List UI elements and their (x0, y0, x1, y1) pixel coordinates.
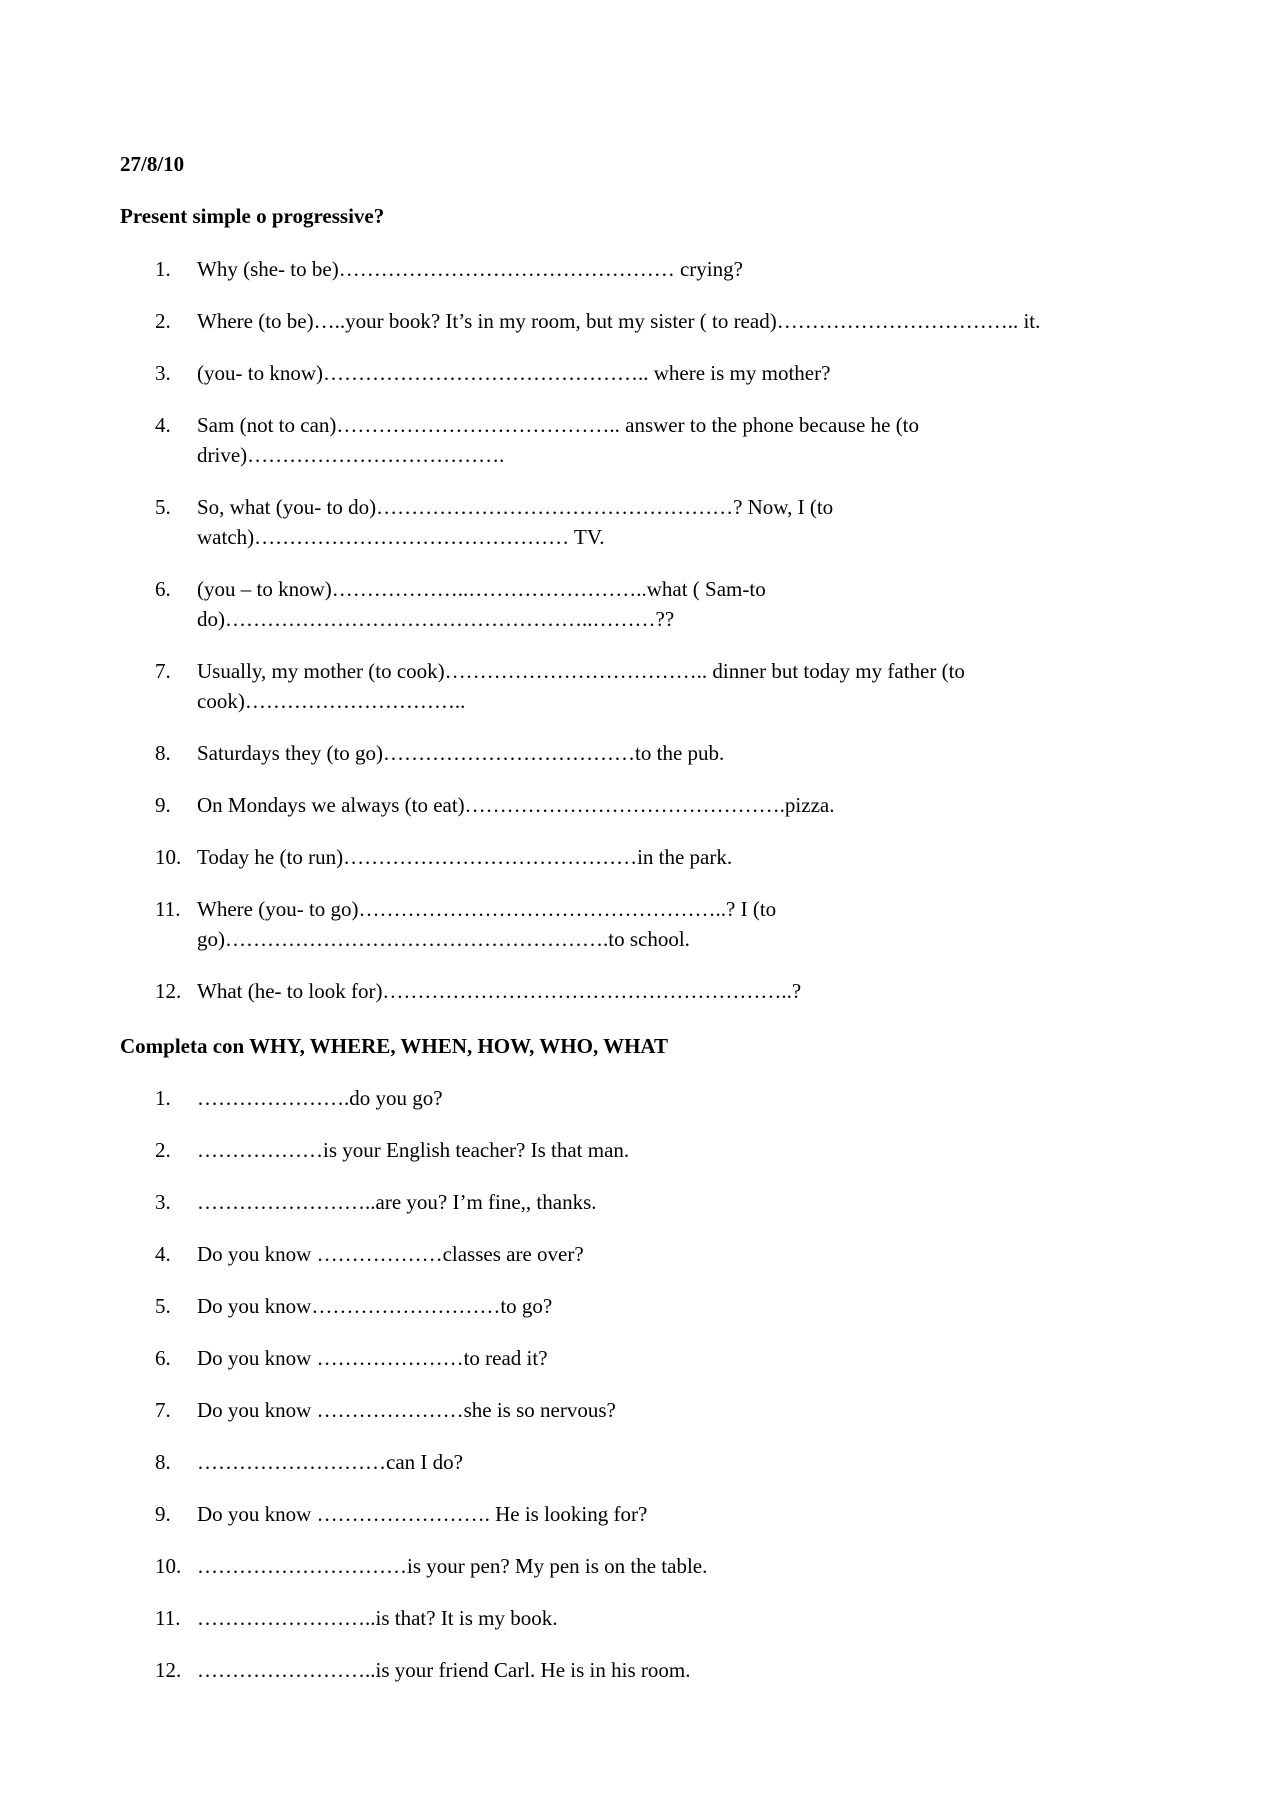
item-text: ………………….do you go? (197, 1086, 443, 1110)
section2-title: Completa con WHY, WHERE, WHEN, HOW, WHO, WHAT (120, 1034, 669, 1058)
item-number: 4. (155, 1242, 171, 1266)
item-text: (you – to know)………………..……………………..what ( Sam-to do)……………………………………………..………?? (197, 577, 766, 631)
item-text: Where (to be)…..your book? It’s in my room, but my sister ( to read)…………………………….. it. (197, 309, 1041, 333)
exercise-item (155, 894, 1255, 954)
item-text: ………………is your English teacher? Is that man. (197, 1138, 630, 1162)
item-number: 11. (155, 897, 181, 921)
exercise-item (155, 1291, 1255, 1321)
item-number: 11. (155, 1606, 181, 1630)
exercise-item (155, 1655, 1255, 1685)
exercise-item (155, 790, 1255, 820)
exercise-item (155, 492, 1255, 552)
item-number: 5. (155, 1294, 171, 1318)
section2-exercise-list (155, 1083, 1255, 1707)
item-text: So, what (you- to do)……………………………………………? Now, I (to watch)……………………………………… TV. (197, 495, 834, 549)
item-number: 3. (155, 361, 171, 385)
item-text: ……………………..is that? It is my book. (197, 1606, 558, 1630)
item-text: On Mondays we always (to eat)……………………………………….pizza. (197, 793, 835, 817)
exercise-item (155, 254, 1255, 284)
exercise-item (155, 656, 1255, 716)
exercise-item (155, 358, 1255, 388)
exercise-item (155, 306, 1255, 336)
item-number: 4. (155, 413, 171, 437)
exercise-item (155, 1135, 1255, 1165)
item-text: Do you know ……………………. He is looking for? (197, 1502, 648, 1526)
exercise-item (155, 1343, 1255, 1373)
item-text: Do you know………………………to go? (197, 1294, 553, 1318)
exercise-item (155, 1551, 1255, 1581)
item-text: Why (she- to be)………………………………………… crying? (197, 257, 743, 281)
item-number: 7. (155, 659, 171, 683)
exercise-item (155, 410, 1255, 470)
item-text: ………………………can I do? (197, 1450, 463, 1474)
item-text: Do you know …………………she is so nervous? (197, 1398, 616, 1422)
section1-exercise-list (155, 254, 1255, 1028)
item-number: 9. (155, 793, 171, 817)
item-text: ……………………..is your friend Carl. He is in his room. (197, 1658, 691, 1682)
item-text: Do you know ………………classes are over? (197, 1242, 584, 1266)
item-number: 2. (155, 309, 171, 333)
item-text: Sam (not to can)………………………………….. answer to the phone because he (to drive)………………………………. (197, 413, 920, 467)
item-number: 8. (155, 1450, 171, 1474)
exercise-item (155, 1603, 1255, 1633)
item-text: Saturdays they (to go)………………………………to the pub. (197, 741, 725, 765)
exercise-item (155, 976, 1255, 1006)
exercise-item (155, 1083, 1255, 1113)
exercise-item (155, 1187, 1255, 1217)
exercise-item (155, 574, 1255, 634)
item-text: (you- to know)……………………………………….. where is my mother? (197, 361, 831, 385)
item-number: 9. (155, 1502, 171, 1526)
item-text: …………………………is your pen? My pen is on the table. (197, 1554, 708, 1578)
item-number: 12. (155, 979, 182, 1003)
item-number: 10. (155, 1554, 182, 1578)
exercise-item (155, 1395, 1255, 1425)
item-number: 12. (155, 1658, 182, 1682)
item-number: 6. (155, 1346, 171, 1370)
exercise-item (155, 1499, 1255, 1529)
item-number: 10. (155, 845, 182, 869)
exercise-item (155, 1239, 1255, 1269)
item-text: Today he (to run)……………………………………in the park. (197, 845, 733, 869)
exercise-item (155, 1447, 1255, 1477)
item-number: 1. (155, 257, 171, 281)
item-text: What (he- to look for)…………………………………………………..? (197, 979, 802, 1003)
item-number: 6. (155, 577, 171, 601)
item-text: Where (you- to go)……………………………………………..? I (to go)……………………………………………….to school. (197, 897, 777, 951)
item-number: 3. (155, 1190, 171, 1214)
item-number: 7. (155, 1398, 171, 1422)
item-text: Usually, my mother (to cook)……………………………….. dinner but today my father (to cook)………………………….. (197, 659, 965, 713)
date-heading: 27/8/10 (120, 152, 185, 176)
item-number: 2. (155, 1138, 171, 1162)
exercise-item (155, 842, 1255, 872)
item-number: 1. (155, 1086, 171, 1110)
section1-title: Present simple o progressive? (120, 204, 385, 228)
item-number: 8. (155, 741, 171, 765)
item-text: Do you know …………………to read it? (197, 1346, 548, 1370)
exercise-item (155, 738, 1255, 768)
item-text: ……………………..are you? I’m fine,, thanks. (197, 1190, 597, 1214)
item-number: 5. (155, 495, 171, 519)
